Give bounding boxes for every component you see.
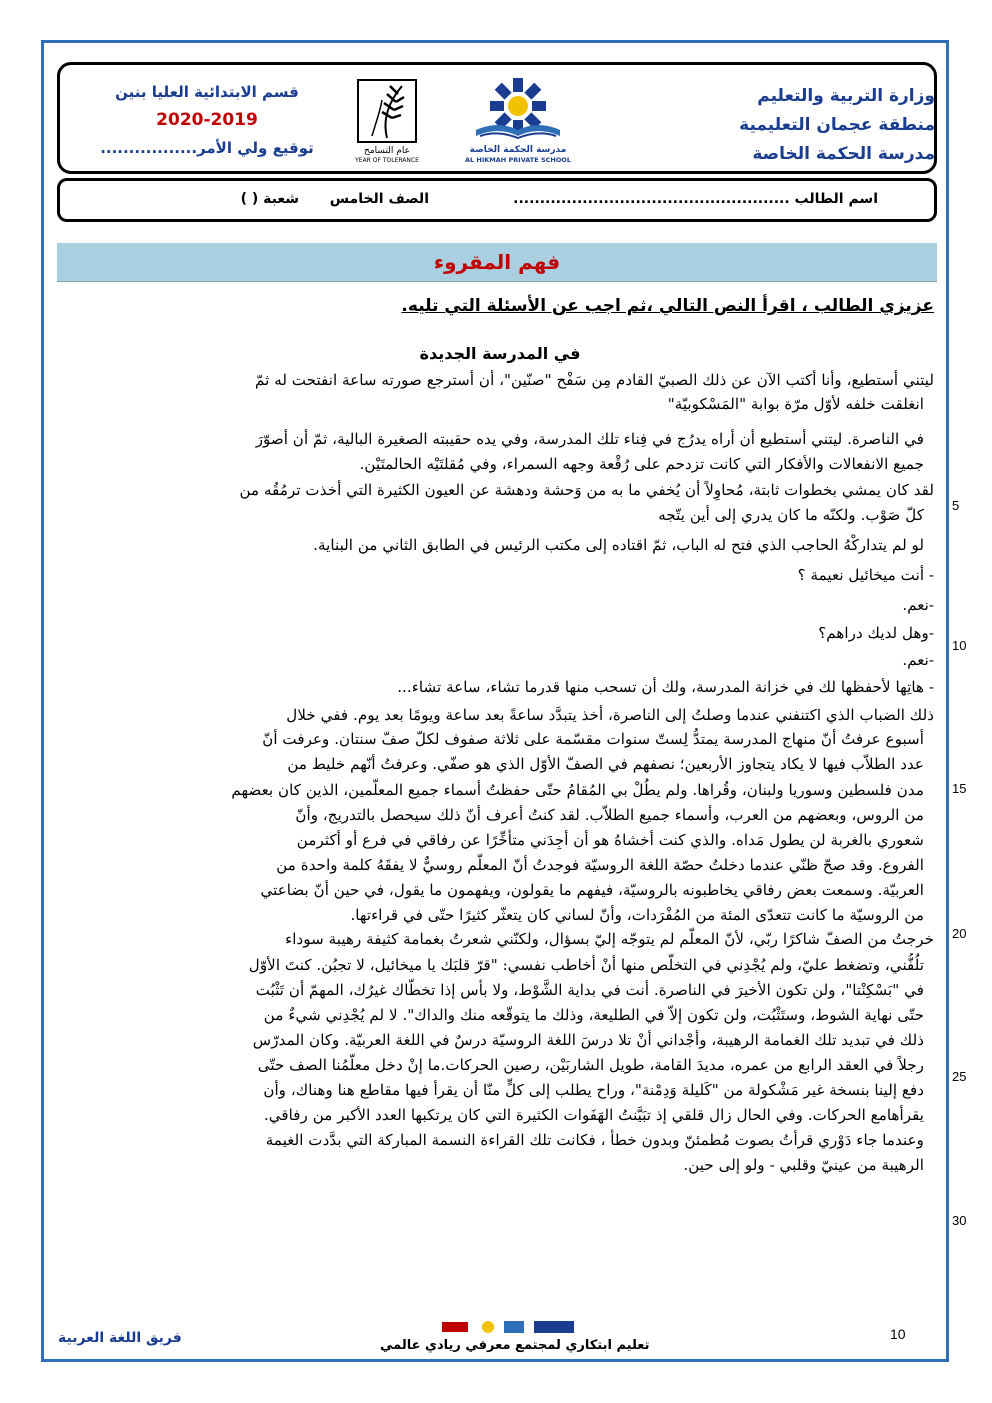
school-logo-english: AL HIKMAH PRIVATE SCHOOL [464, 156, 572, 164]
section-banner [57, 243, 937, 282]
footer-team: فريق اللغة العربية [58, 1330, 182, 1346]
passage-line: مدن فلسطين وسوريا ولبنان، وقُراها. ولم يطُلْ بي المُقامُ حتّى حفظتُ أسماء جميع المعلّمين، الذين كان بعضهم [231, 781, 924, 799]
line-number: 20 [952, 926, 967, 941]
passage-line: - هاتِها لأحفظها لك في خزانة المدرسة، ولك أن تسحب منها قدرما تشاء، ساعة تشاء... [397, 678, 934, 696]
school-logo-arabic: مدرسة الحكمة الخاصة [469, 145, 567, 155]
parent-signature: توقيع ولي الأمر................. [100, 139, 314, 157]
passage-line: -نعم. [902, 596, 934, 614]
year-of-tolerance-logo [352, 78, 422, 164]
instruction: عزيزي الطالب ، اقرأ النص التالي ،ثم اجب عن الأسئلة التي تليه. [401, 296, 934, 316]
passage-title: في المدرسة الجديدة [419, 344, 581, 363]
passage-line: عدد الطلاّب فيها لا يكاد يتجاوز الأربعين؛ نصفهم في الصفّ الأوّل الذي هو صفّي. وعرفتُ أنّهم خليط من [287, 755, 924, 773]
passage-line: -وهل لديك دراهم؟ [818, 624, 934, 642]
page-number: 10 [890, 1326, 906, 1342]
passage-line: لقد كان يمشي بخطوات ثابتة، مُحاوِلاً أن يُخفي ما به من وَحشة ودهشة عن العيون الكثيرة التي أخذت ترمُقُه من [239, 481, 934, 499]
line-number: 10 [952, 638, 967, 653]
school-logo [458, 74, 578, 164]
passage-line: في الناصرة. ليتني أستطيع أن أراه يدرُج في فِناء تلك المدرسة، وفي يده حقيبته الصغيرة البالية، ثمّ أن أصوّرَ [255, 430, 924, 448]
passage-line: جميع الانفعالات والأفكار التي كانت تزدحم على رُقْعة وجهه السمراء، وفي مُقلتَيْه الحالمتَيْن. [359, 455, 924, 473]
line-number: 5 [952, 498, 960, 513]
passage-line: يقرأهامع الحركات. وفي الحال زال قلقي إذ تبَيَّنتُ الهَفَوات الكثيرة التي كان يرتكبها العدد الأكبر من رفاقي. [263, 1106, 924, 1124]
passage-line: -نعم. [902, 651, 934, 669]
passage-line: من الروس، وبعضهم من العرب، وأسماء جميع الطلاّب. لقد كنتُ أعرف أنّ ذلك سيحصل بالتدريج، وأنّ [295, 806, 924, 824]
banner-title: فهم المقروء [433, 250, 561, 274]
passage-line: رجلاً في العقد الرابع من عمره، مديدَ القامة، طويل الشاربَيْن، رصين الحركات.ما إنْ دخل معلّمُنا الصف حتّى [257, 1056, 924, 1074]
tolerance-logo-english: YEAR OF TOLERANCE [355, 157, 419, 164]
passage-line: انغلقت خلفه لأوّل مرّة بوابة "المَسْكوبيّة" [667, 395, 924, 413]
passage-line: وعندما جاء دَوْري قرأتُ بصوت مُطمئنّ وبدون خطأ ، فكانت تلك القراءة النسمة المباركة التي بدَّدت الغيمة [265, 1131, 924, 1149]
footer-logos [438, 1318, 588, 1336]
passage-line: الرهيبة من عينيّ وقلبي - ولو إلى حين. [683, 1156, 924, 1174]
passage-line: في "بَسْكِنْتا"، ولن تكون الأخيرَ في الناصرة. أنت في بداية الشَّوْط، ولا بأس إذا تخطّاك غيرُك، المهمّ أن تَثْبُت [255, 981, 924, 999]
passage-line: تلُفُّني، وتضغط عليّ، ولم يُجْدِني في التخلُّص منها أنْ أخاطب نفسي: "قرّ قلبَك يا ميخائيل، لا تجبُن. كنتَ الأوّل [248, 956, 924, 974]
school-name: مدرسة الحكمة الخاصة [752, 144, 935, 164]
passage-line: خرجتُ من الصفّ شاكرًا ربّي، لأنّ المعلّم لم يتوجّه إليّ بسؤال، ولكنّني شعرتُ بغمامة كثيفة رهيبة سوداء [285, 930, 934, 948]
ministry-name: وزارة التربية والتعليم [757, 86, 935, 106]
student-info-box [57, 178, 937, 222]
section-field[interactable]: شعبة ( ) [240, 191, 299, 207]
tolerance-logo-arabic: عام التسامح [364, 146, 410, 156]
section-name: قسم الابتدائية العليا بنين [115, 83, 299, 101]
school-year: 2020-2019 [156, 110, 258, 130]
passage-line: العربيّة. وسمعت بعض رفاقي يخاطبونه بالروسيّة، فيفهم ما يقولون، ويفهمون ما يقول، في حين أنّ بضاعتي [260, 881, 924, 899]
passage-line: - أنت ميخائيل نعيمة ؟ [797, 566, 934, 584]
passage-line: لو لم يتداركْهُ الحاجب الذي فتح له الباب، ثمّ اقتاده إلى مكتب الرئيس في الطابق الثاني من البناية. [313, 536, 924, 554]
passage-line: كلّ صَوْب. ولكنّه ما كان يدري إلى أين يتّجه [658, 506, 924, 524]
zone-name: منطقة عجمان التعليمية [739, 115, 935, 135]
passage-line: ذلك في تبديد تلك الغمامة الرهيبة، وأجْداني أنْ تلا درسَ اللغة الروسيّة درسٌ في اللغة العربيّة. وكان المدرّس [252, 1031, 924, 1049]
passage-line: ذلك الضباب الذي اكتنفني عندما وصلتُ إلى الناصرة، أخذ يتبدَّد ساعةً بعد ساعة ويومًا بعد يوم. ففي خلال [286, 706, 934, 724]
passage-line: من الروسيّة ما كانت تتعدّى المئة من المُفْرَدات، وأنّ لساني كان يتعثّر كثيرًا حتّى في قراءتها. [350, 906, 924, 924]
passage-line: أسبوع عرفتُ أنّ منهاج المدرسة يمتدُّ لِستّ سنوات مقسّمة على ثلاثة صفوف لكلّ صفّ سنتان. وعرفت أنّ [262, 730, 924, 748]
line-number: 25 [952, 1069, 967, 1084]
grade-label: الصف الخامس [329, 191, 429, 207]
passage-line: شعوري بالغربة لن يطول مَداه. والذي كنت أخشاهُ هو أن أجِدَني متأخِّرًا عن رفاقي في فرع أو أكثرمن [296, 831, 924, 849]
passage-line: ليتني أستطيع، وأنا أكتب الآن عن ذلك الصبيّ القادم مِن سَفْح "صنّين"، أن أسترجع صورته ساعة انفتحت له ثمّ [255, 371, 934, 389]
passage-line: الفروع. وقد صحّ ظنّي عندما دخلتُ حصّة اللغة الروسيّة فوجدتُ أنّ المعلّم روسيٌّ لا يفقَهُ كلمة واحدة من [276, 856, 924, 874]
footer-slogan: تعليم ابتكاري لمجتمع معرفي ريادي عالمي [380, 1338, 650, 1353]
student-name-field[interactable]: اسم الطالب .................................................... [513, 191, 878, 207]
header-institution [675, 82, 935, 169]
header-section-info [92, 78, 322, 162]
line-number: 15 [952, 781, 967, 796]
passage-line: دفع إلينا بنسخة غير مَشْكولة من "كَليلة وَدِمْنة"، وراح يطلب إلى كلٍّ منّا أن يقرأ فيها مقاطع هنا وهناك، وأن [263, 1081, 924, 1099]
passage-line: حتّى نهاية الشوط، وستَثْبُت، ولن تكون إلاّ في الطليعة، وذلك ما يتوقّعه منك والداك". لا لم يُجْدِني شيءٌ من [263, 1006, 924, 1024]
line-number: 30 [952, 1213, 967, 1228]
